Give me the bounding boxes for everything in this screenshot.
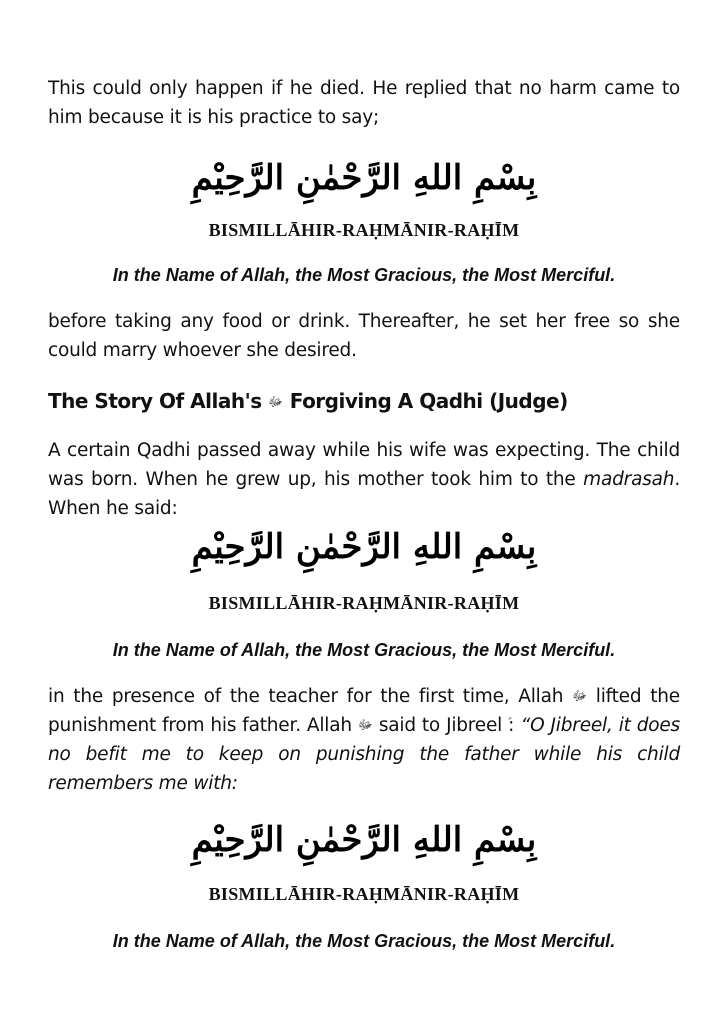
- basmala-transliteration-1: BISMILLĀHIR-RAḤMĀNIR-RAḤĪM: [208, 220, 520, 240]
- basmala-translation-3: In the Name of Allah, the Most Gracious, the Most Merciful.: [112, 931, 616, 951]
- paragraph-qadhi: A certain Qadhi passed away while his wife was expecting. The child was born. When he grew up, his mother took him to the madrasah. When he said:: [48, 440, 680, 519]
- paragraph-release: before taking any food or drink. Thereafter, he set her free so she could marry whoever she desired.: [48, 311, 680, 361]
- paragraph-jibreel: in the presence of the teacher for the first time, Allah ﷻ lifted the punishment from his father. Allah ﷻ said to Jibreel : “O Jibreel, it does no befit me to keep on punishing the father while his child remembers me with:: [48, 686, 680, 794]
- basmala-transliteration-3: BISMILLĀHIR-RAḤMĀNIR-RAḤĪM: [208, 884, 520, 904]
- basmala-arabic-3: بِسْمِ اللهِ الرَّحْمٰنِ الرَّحِيْمِ: [191, 820, 537, 860]
- honorific-glyph-allah: ﷻ: [572, 689, 587, 704]
- paragraph-intro: This could only happen if he died. He replied that no harm came to him because it is his practice to say;: [48, 78, 680, 128]
- basmala-arabic-1: بِسْمِ اللهِ الرَّحْمٰنِ الرَّحِيْمِ: [191, 158, 537, 198]
- section-heading: The Story Of Allah's ﷻ Forgiving A Qadhi (Judge): [48, 389, 568, 413]
- italic-quote: “O Jibreel, it does no befit me to keep on punishing the father while his child remembers me with:: [48, 715, 680, 794]
- italic-madrasah: madrasah: [583, 469, 675, 490]
- basmala-translation-1: In the Name of Allah, the Most Gracious, the Most Merciful.: [112, 265, 616, 285]
- basmala-transliteration-2: BISMILLĀHIR-RAḤMĀNIR-RAḤĪM: [208, 593, 520, 613]
- basmala-translation-2: In the Name of Allah, the Most Gracious, the Most Merciful.: [112, 640, 616, 660]
- honorific-glyph-allah-2: ﷻ: [357, 718, 373, 733]
- basmala-arabic-2: بِسْمِ اللهِ الرَّحْمٰنِ الرَّحِيْمِ: [191, 527, 537, 567]
- honorific-glyph: ﷻ: [268, 395, 283, 410]
